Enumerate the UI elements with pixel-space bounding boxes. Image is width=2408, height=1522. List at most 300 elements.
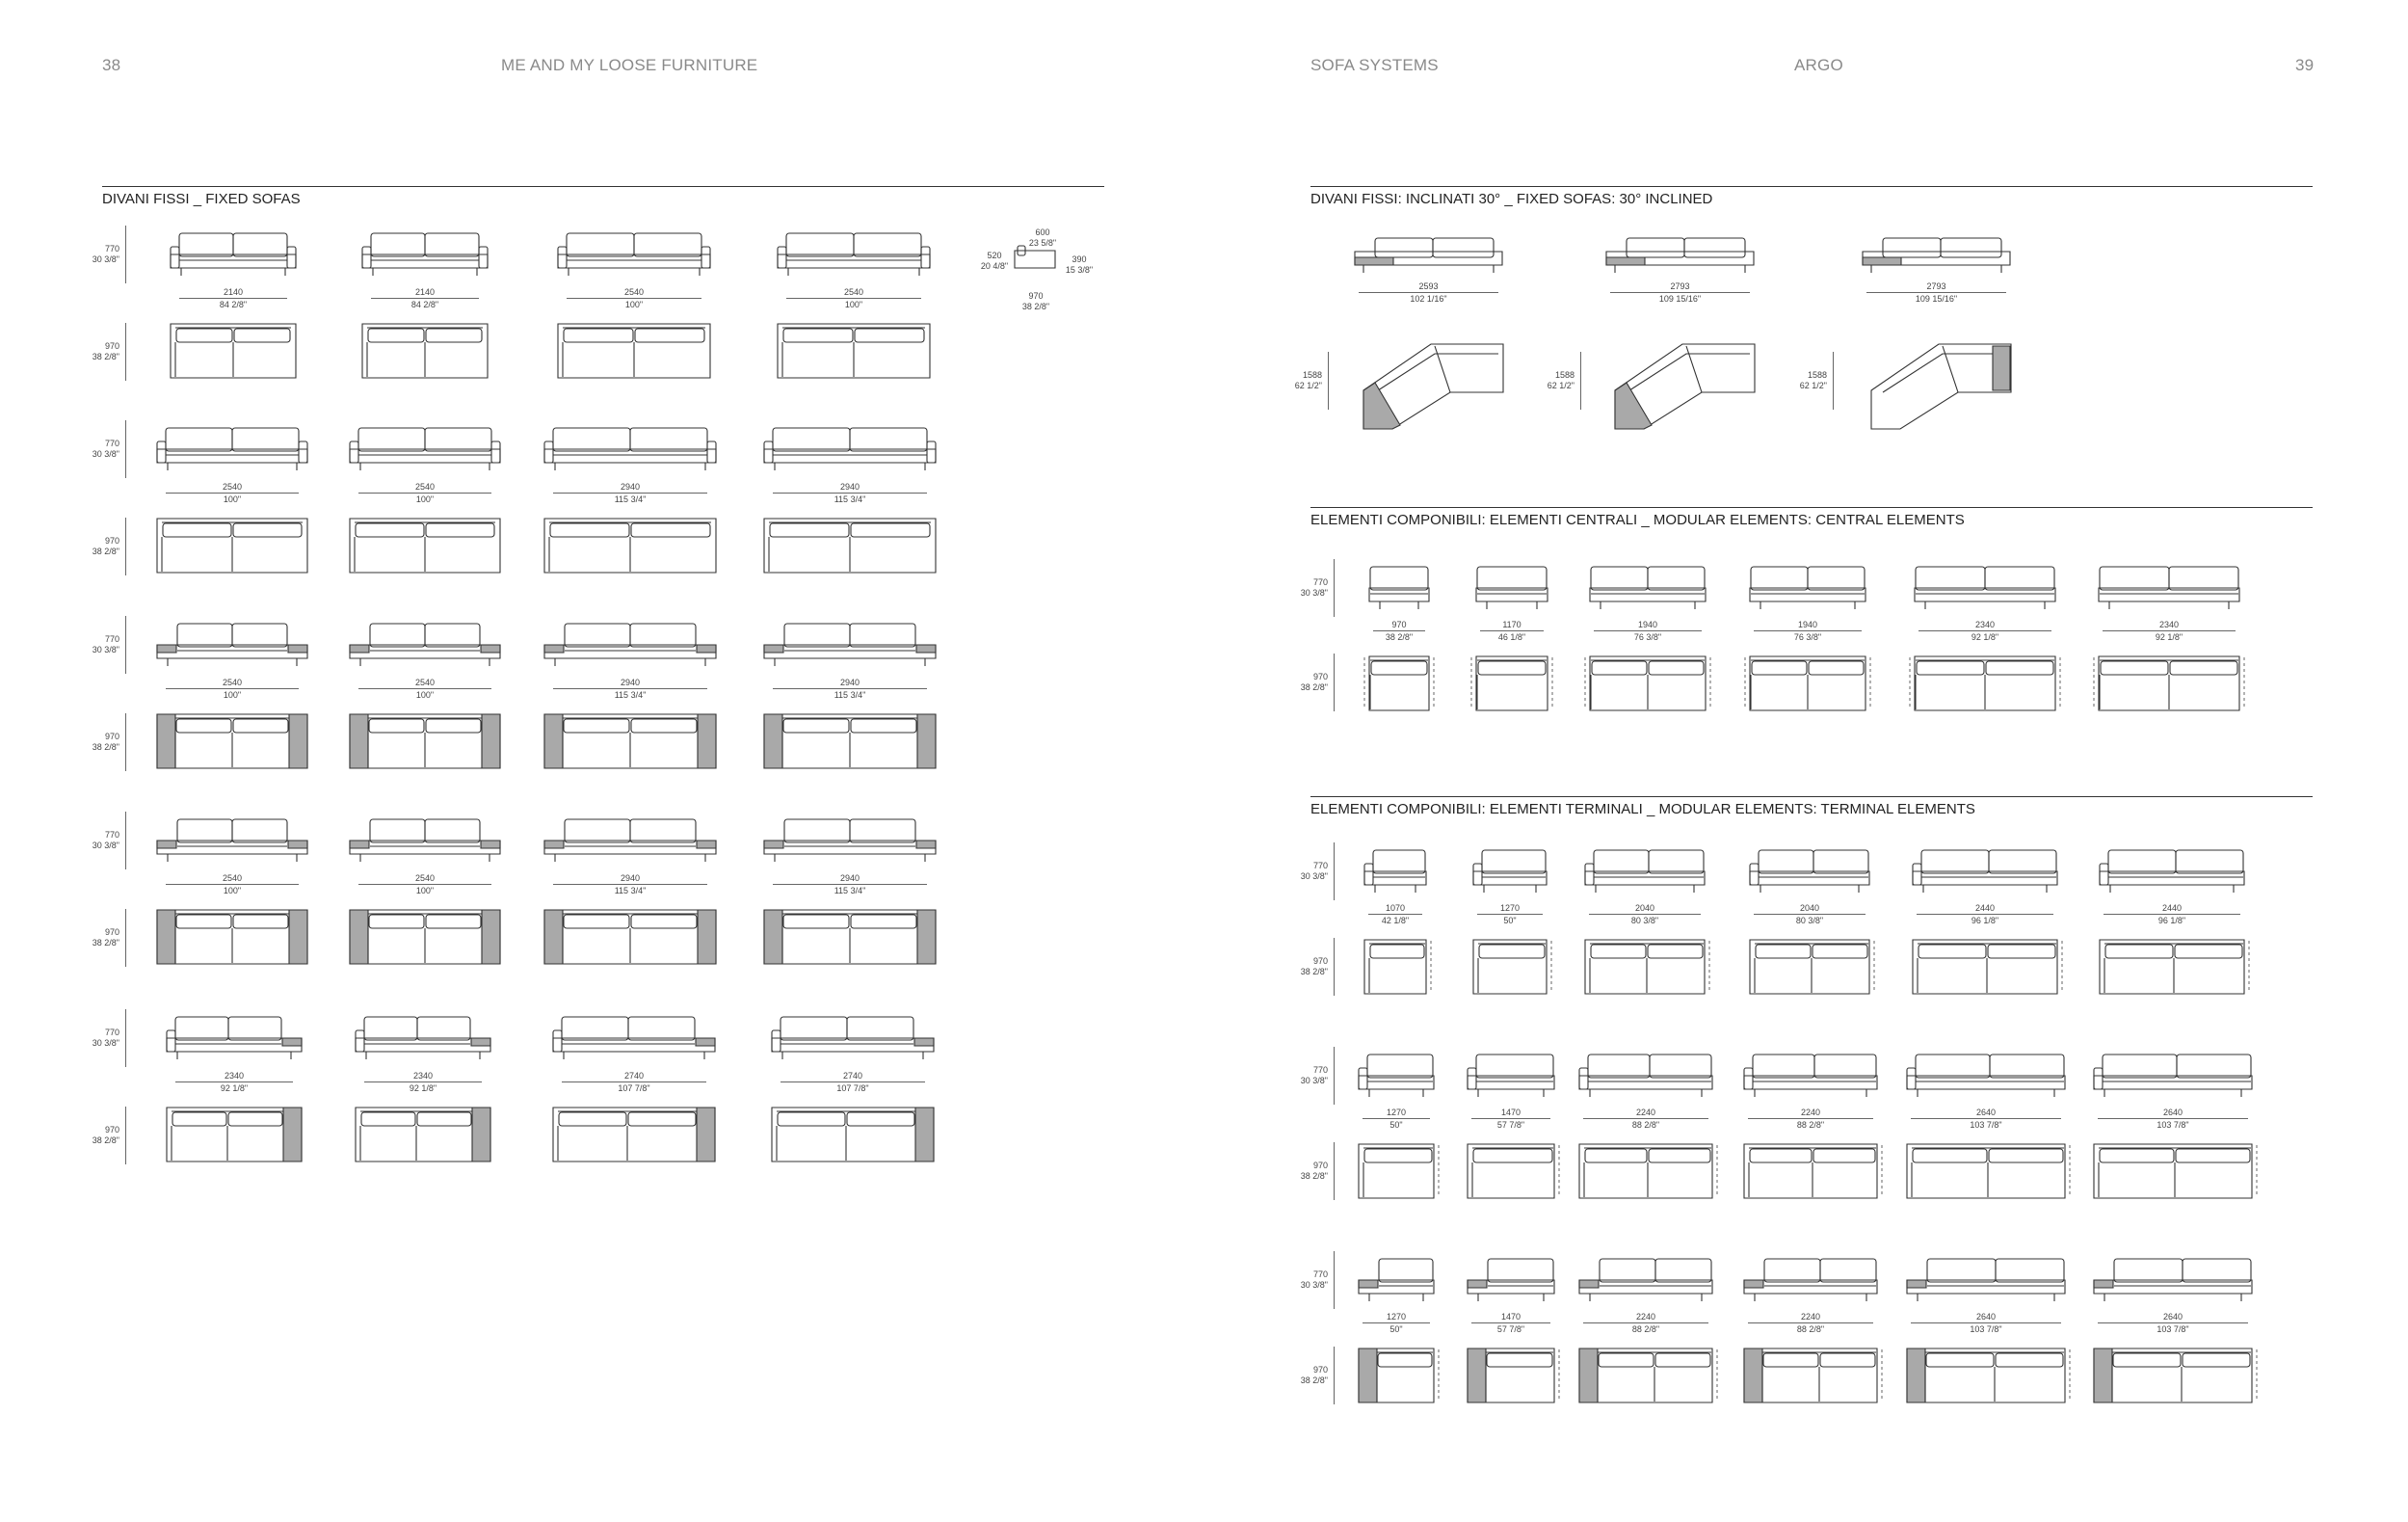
inclined-sofa-front — [1605, 236, 1755, 275]
plan-outline — [1585, 940, 1705, 994]
arm-right — [921, 247, 930, 268]
sofa-front-elevation — [1578, 1257, 1713, 1303]
width-dimension — [1359, 281, 1498, 305]
back-cushion — [1916, 567, 1985, 590]
shelf-left-plan — [1907, 1348, 1925, 1402]
plan-outline — [167, 1108, 302, 1162]
sofa-plan-view — [1475, 655, 1548, 711]
back-cushion-plan — [783, 329, 853, 342]
arm-left — [1579, 1068, 1588, 1089]
sofa-plan-view — [763, 909, 937, 965]
width-inch: 76 3/8" — [1793, 632, 1822, 642]
shelf-right-plan — [697, 1108, 715, 1162]
vertical-dimension-line — [1334, 938, 1335, 996]
dimension-line — [553, 688, 707, 689]
back-cushion-plan — [550, 523, 629, 537]
inclined-sofa-plan — [1605, 333, 1755, 429]
width-mm: 2040 — [1799, 903, 1820, 913]
dimension-line — [781, 1081, 925, 1082]
inclined-depth-dimension-mm: 1588 — [1807, 370, 1827, 380]
width-dimension — [1477, 903, 1543, 926]
vertical-dimension-line — [1334, 1347, 1335, 1404]
dimension-line — [2098, 1118, 2248, 1119]
width-dimension — [371, 287, 479, 310]
vertical-dimension-line — [1334, 1142, 1335, 1200]
arm-left — [1913, 864, 1921, 885]
sofa-plan-view — [763, 518, 937, 574]
back-cushion — [1759, 850, 1813, 873]
back-cushion — [847, 1017, 913, 1040]
back-cushion — [1751, 567, 1808, 590]
sofa-plan-view — [361, 323, 489, 379]
back-cushion-plan — [233, 915, 288, 928]
module-outline — [1015, 251, 1055, 268]
width-inch: 84 2/8" — [219, 300, 248, 309]
back-cushion — [425, 428, 491, 451]
depth-dimension-mm: 970 — [104, 1125, 119, 1135]
back-cushion-plan — [1591, 945, 1646, 958]
shelf-left — [157, 841, 176, 848]
terminal-height-dimension — [1291, 1065, 1328, 1086]
width-mm: 2040 — [1634, 903, 1655, 913]
inclined-depth-dimension-mm: 1588 — [1554, 370, 1574, 380]
back-cushion — [1627, 238, 1684, 257]
plan-outline — [1468, 1144, 1554, 1198]
back-cushion-plan — [564, 915, 629, 928]
back-cushion-plan — [233, 719, 288, 733]
dimension-line — [1471, 1118, 1550, 1119]
back-cushion — [850, 819, 915, 842]
sofa-plan-view — [156, 909, 308, 965]
width-inch: 100" — [223, 886, 242, 895]
shelf-left — [544, 645, 564, 653]
sofa-plan-view — [1912, 939, 2058, 995]
shelf-left — [2094, 1280, 2113, 1288]
shelf-left-plan — [157, 910, 175, 964]
sofa-front-elevation — [771, 1015, 935, 1061]
width-inch: 115 3/4" — [614, 690, 647, 700]
shelf — [1863, 257, 1901, 265]
shelf-right — [696, 1038, 715, 1046]
width-mm: 2340 — [412, 1071, 434, 1081]
vertical-dimension-line — [125, 1009, 126, 1067]
back-cushion — [1989, 850, 2056, 873]
back-cushion — [784, 819, 850, 842]
width-dimension — [773, 482, 927, 505]
shelf-right — [288, 645, 307, 653]
back-cushion-plan — [228, 1112, 282, 1126]
back-cushion-plan — [1750, 1149, 1812, 1162]
width-mm: 2740 — [842, 1071, 863, 1081]
width-inch: 57 7/8" — [1496, 1120, 1525, 1130]
width-dimension — [1911, 1108, 2061, 1131]
back-cushion — [784, 624, 850, 647]
depth-dimension — [83, 536, 119, 557]
width-mm: 2640 — [2162, 1108, 2183, 1117]
shelf-left — [1744, 1280, 1763, 1288]
back-cushion-plan — [426, 915, 481, 928]
vertical-dimension-line — [1334, 559, 1335, 617]
height-dimension-mm: 770 — [104, 244, 119, 254]
back-cushion-plan — [1655, 1353, 1710, 1367]
sofa-front-elevation — [1358, 1257, 1435, 1303]
back-cushion — [1594, 850, 1649, 873]
width-inch: 88 2/8" — [1796, 1120, 1825, 1130]
dimension-line — [1748, 1322, 1873, 1323]
back-cushion-plan — [2175, 945, 2242, 958]
dimension-line — [773, 884, 927, 885]
sofa-front-elevation — [543, 817, 717, 864]
width-inch: 50" — [1389, 1324, 1403, 1334]
section-title-central: ELEMENTI COMPONIBILI: ELEMENTI CENTRALI _ MODULAR ELEMENTS: CENTRAL ELEMENTS — [1310, 512, 1965, 528]
vertical-dimension-line — [125, 518, 126, 575]
width-mm: 2540 — [222, 678, 243, 687]
arm-right — [287, 247, 296, 268]
detail-bottom-dimension-inch: 38 2/8" — [1021, 302, 1050, 311]
width-dimension — [2098, 1312, 2248, 1335]
back-cushion-plan — [417, 1112, 471, 1126]
dimension-line — [1866, 292, 2006, 293]
dimension-line — [1911, 1322, 2061, 1323]
arm-right — [491, 441, 500, 463]
arm-left — [362, 247, 371, 268]
back-cushion — [1648, 567, 1705, 590]
section-rule — [102, 186, 1104, 187]
width-dimension — [786, 287, 921, 310]
back-cushion-plan — [1986, 661, 2053, 675]
arm-left — [1585, 864, 1594, 885]
width-mm: 2940 — [620, 482, 641, 492]
back-cushion-plan — [2105, 945, 2173, 958]
depth-dimension-mm: 970 — [104, 927, 119, 937]
shelf-left-plan — [764, 714, 782, 768]
shelf-right-plan — [698, 714, 716, 768]
vertical-dimension-line — [1334, 842, 1335, 900]
back-cushion-plan — [783, 719, 849, 733]
dimension-line — [166, 688, 299, 689]
height-dimension — [83, 244, 119, 265]
sofa-plan-view — [349, 713, 501, 769]
dimension-line — [1583, 1322, 1708, 1323]
back-cushion — [562, 1017, 628, 1040]
width-inch: 46 1/8" — [1497, 632, 1526, 642]
back-cushion-plan — [2101, 661, 2168, 675]
width-mm: 2593 — [1418, 281, 1439, 291]
back-line — [1375, 354, 1498, 392]
back-cushion-plan — [851, 719, 916, 733]
vertical-dimension-line — [1334, 1251, 1335, 1309]
width-inch: 115 3/4" — [834, 690, 866, 700]
width-mm: 2740 — [623, 1071, 645, 1081]
back-cushion — [628, 1017, 695, 1040]
plan-outline — [1744, 1348, 1877, 1402]
shelf-left-plan — [764, 910, 782, 964]
width-dimension — [2098, 1108, 2248, 1131]
sofa-plan-view — [771, 1107, 935, 1162]
back-cushion — [630, 819, 696, 842]
vertical-dimension-line — [125, 323, 126, 381]
width-inch: 103 7/8" — [1970, 1324, 2002, 1334]
sofa-plan-view — [1906, 1348, 2066, 1403]
depth-dimension-inch: 38 2/8" — [92, 1135, 119, 1145]
width-mm: 2140 — [223, 287, 244, 297]
detail-top-dimension-inch: 23 5/8" — [1028, 238, 1057, 248]
shelf-left — [764, 841, 783, 848]
width-inch: 107 7/8" — [836, 1083, 869, 1093]
shelf-left — [350, 841, 369, 848]
back-cushion-plan — [783, 915, 849, 928]
arm-left — [1744, 1068, 1753, 1089]
shelf-left-plan — [350, 910, 368, 964]
detail-right-dimension-mm: 390 — [1072, 254, 1087, 264]
dimension-line — [773, 493, 927, 494]
plan-outline — [1364, 940, 1426, 994]
shelf-right — [697, 645, 716, 653]
sofa-plan-view — [349, 909, 501, 965]
depth-dimension-inch: 38 2/8" — [92, 547, 119, 556]
dimension-line — [1373, 630, 1425, 631]
back-cushion — [1379, 1259, 1433, 1282]
vertical-dimension-line — [125, 226, 126, 283]
width-dimension — [1363, 1312, 1430, 1335]
back-cushion — [1600, 1259, 1655, 1282]
width-inch: 103 7/8" — [1970, 1120, 2002, 1130]
back-cushion — [1650, 1055, 1711, 1078]
width-mm: 2540 — [623, 287, 645, 297]
back-cushion-plan — [1996, 1353, 2063, 1367]
arm-left — [558, 247, 567, 268]
dimension-line — [1594, 630, 1702, 631]
width-mm: 2793 — [1670, 281, 1690, 291]
back-cushion — [786, 233, 854, 256]
back-cushion-plan — [847, 1112, 914, 1126]
shelf-right — [914, 1038, 934, 1046]
width-mm: 2240 — [1635, 1312, 1656, 1322]
dimension-line — [562, 1081, 706, 1082]
vertical-dimension-line — [1328, 352, 1329, 410]
sofa-plan-view — [557, 323, 711, 379]
back-cushion-plan — [1599, 1353, 1654, 1367]
plan-outline — [1359, 1144, 1434, 1198]
vertical-dimension-line — [125, 1107, 126, 1164]
sofa-front-elevation — [156, 817, 308, 864]
back-cushion — [370, 624, 425, 647]
inclined-depth-dimension — [1285, 370, 1322, 391]
width-inch: 100" — [223, 690, 242, 700]
dimension-line — [1368, 914, 1422, 915]
width-inch: 115 3/4" — [834, 494, 866, 504]
width-dimension — [773, 873, 927, 896]
width-mm: 2440 — [2161, 903, 2183, 913]
dimension-line — [371, 298, 479, 299]
back-cushion — [1591, 567, 1648, 590]
back-cushion — [1927, 1259, 1996, 1282]
back-cushion-plan — [1371, 661, 1427, 675]
back-cushion-plan — [1988, 945, 2055, 958]
shelf-left — [544, 841, 564, 848]
back-cushion — [634, 233, 701, 256]
arm-right — [701, 247, 710, 268]
width-dimension — [175, 1071, 293, 1094]
width-mm: 1070 — [1385, 903, 1406, 913]
back-cushion-plan — [1478, 661, 1546, 675]
corner-divider — [1435, 346, 1450, 392]
arm-left — [1473, 864, 1482, 885]
back-cushion — [1996, 1259, 2064, 1282]
back-cushion-plan — [564, 329, 633, 342]
width-mm: 970 — [1391, 620, 1407, 629]
sofa-front-elevation — [1368, 565, 1430, 611]
back-cushion — [850, 624, 915, 647]
plan-outline — [1907, 1144, 2065, 1198]
dimension-line — [166, 493, 299, 494]
terminal-height-dimension — [1291, 861, 1328, 882]
width-inch: 109 15/16" — [1658, 294, 1702, 304]
back-cushion — [1649, 850, 1704, 873]
shelf — [1355, 257, 1393, 265]
depth-dimension-inch: 38 2/8" — [92, 938, 119, 948]
running-title-sofa-systems: SOFA SYSTEMS — [1310, 56, 1439, 74]
sofa-plan-view — [1749, 655, 1866, 711]
dimension-line — [1748, 1118, 1873, 1119]
sofa-plan-view — [1363, 939, 1427, 995]
width-inch: 88 2/8" — [1631, 1324, 1660, 1334]
width-dimension — [1589, 903, 1701, 926]
width-mm: 1170 — [1502, 620, 1522, 629]
dimension-line — [2098, 1322, 2248, 1323]
width-inch: 100" — [844, 300, 863, 309]
dimension-line — [364, 1081, 482, 1082]
arm-right — [299, 441, 307, 463]
width-dimension — [1368, 903, 1422, 926]
back-cushion-plan — [426, 329, 482, 342]
arm-left — [778, 247, 786, 268]
width-inch: 96 1/8" — [2157, 916, 2186, 925]
detail-left-dimension-inch: 20 4/8" — [980, 261, 1009, 271]
inclined-depth-dimension — [1538, 370, 1574, 391]
height-dimension-inch: 30 3/8" — [92, 1038, 119, 1048]
width-inch: 92 1/8" — [1971, 632, 1999, 642]
inclined-sofa-plan — [1862, 333, 2011, 429]
back-cushion — [1375, 238, 1433, 257]
back-cushion-plan — [559, 1112, 626, 1126]
shelf-plan — [1363, 383, 1400, 429]
sofa-front-elevation — [1906, 1257, 2066, 1303]
sofa-front-elevation — [2098, 565, 2240, 611]
plan-outline — [1369, 656, 1429, 710]
width-dimension — [781, 1071, 925, 1094]
sofa-plan-view — [1749, 939, 1870, 995]
terminal-height-dimension-inch: 30 3/8" — [1300, 1076, 1328, 1085]
width-dimension — [1748, 1312, 1873, 1335]
width-dimension — [1480, 620, 1544, 643]
back-cushion — [781, 1017, 847, 1040]
back-cushion-plan — [1364, 1149, 1432, 1162]
back-cushion-plan — [635, 329, 704, 342]
width-inch: 80 3/8" — [1630, 916, 1659, 925]
depth-dimension-mm: 970 — [104, 341, 119, 351]
terminal-rule — [1310, 796, 2313, 797]
width-mm: 2140 — [414, 287, 436, 297]
sofa-plan-view — [1914, 655, 2056, 711]
back-cushion-plan — [369, 719, 424, 733]
detail-left-dimension — [975, 251, 1014, 272]
arm-left — [544, 441, 553, 463]
sofa-front-elevation — [2093, 1257, 2253, 1303]
width-mm: 2940 — [620, 873, 641, 883]
sofa-front-elevation — [777, 231, 931, 278]
terminal-height-dimension-inch: 30 3/8" — [1300, 871, 1328, 881]
shelf-plan — [1993, 346, 2010, 390]
sofa-plan-view — [2093, 1143, 2253, 1199]
corner-divider — [1686, 346, 1702, 392]
section-title-inclined: DIVANI FISSI: INCLINATI 30° _ FIXED SOFAS: 30° INCLINED — [1310, 191, 1713, 207]
sofa-plan-view — [156, 518, 308, 574]
back-cushion-plan — [855, 329, 924, 342]
back-cushion-plan — [1649, 661, 1704, 675]
back-cushion — [1814, 1055, 1876, 1078]
back-cushion — [371, 233, 425, 256]
shelf-left-plan — [157, 714, 175, 768]
inclined-depth-dimension-mm: 1588 — [1302, 370, 1322, 380]
inclined-sofa-plan — [1354, 333, 1503, 429]
terminal-height-dimension-mm: 770 — [1312, 1065, 1328, 1075]
back-cushion-plan — [1809, 661, 1864, 675]
back-cushion-plan — [1813, 1149, 1875, 1162]
running-title-left: ME AND MY LOOSE FURNITURE — [501, 56, 758, 74]
sofa-plan-view — [156, 713, 308, 769]
arm-right — [707, 441, 716, 463]
shelf-left — [1907, 1280, 1926, 1288]
terminal-height-dimension-mm: 770 — [1312, 861, 1328, 870]
width-inch: 115 3/4" — [834, 886, 866, 895]
width-mm: 2640 — [1975, 1312, 1997, 1322]
shelf-left — [350, 645, 369, 653]
width-inch: 102 1/16" — [1410, 294, 1447, 304]
width-mm: 1470 — [1500, 1312, 1522, 1322]
terminal-height-dimension — [1291, 1269, 1328, 1291]
dimension-line — [1471, 1322, 1550, 1323]
shelf-left — [764, 645, 783, 653]
back-cushion — [1655, 1259, 1711, 1282]
depth-dimension — [83, 927, 119, 948]
plan-outline — [2094, 1144, 2252, 1198]
width-dimension — [567, 287, 701, 310]
dimension-line — [553, 884, 707, 885]
back-cushion-plan — [361, 1112, 415, 1126]
inclined-depth-dimension-inch: 62 1/2" — [1294, 381, 1322, 390]
dimension-line — [1480, 630, 1544, 631]
width-mm: 1270 — [1499, 903, 1521, 913]
back-cushion — [567, 233, 634, 256]
page-number-left: 38 — [102, 56, 121, 74]
back-line — [1627, 354, 1750, 392]
back-cushion-plan — [1649, 1149, 1710, 1162]
back-cushion-plan — [234, 329, 290, 342]
sofa-plan-view — [777, 323, 931, 379]
depth-dimension — [83, 341, 119, 362]
shelf-right — [916, 841, 936, 848]
dimension-line — [1363, 1118, 1430, 1119]
shelf-left-plan — [1744, 1348, 1762, 1402]
inclined-depth-dimension-inch: 62 1/2" — [1799, 381, 1827, 390]
back-cushion — [228, 1017, 281, 1040]
corner-divider — [1943, 346, 1958, 392]
terminal-depth-dimension-inch: 38 2/8" — [1300, 1375, 1328, 1385]
height-dimension-inch: 30 3/8" — [92, 645, 119, 654]
width-inch: 50" — [1503, 916, 1517, 925]
width-mm: 2940 — [839, 873, 860, 883]
